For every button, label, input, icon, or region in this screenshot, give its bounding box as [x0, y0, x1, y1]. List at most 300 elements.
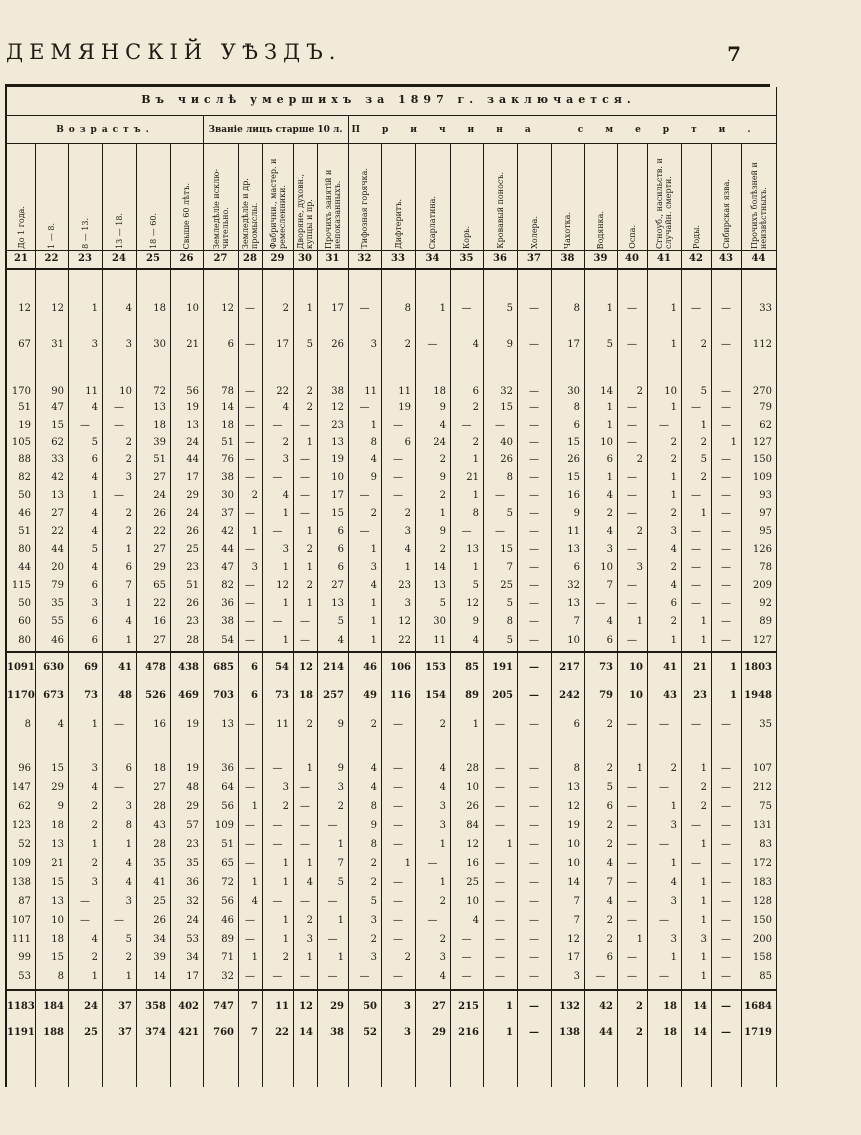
table-cell-col-32: —: [359, 303, 370, 314]
table-cell-col-36: 1: [506, 839, 513, 850]
table-cell-col-23: 6: [91, 635, 98, 646]
table-cell-col-29: —: [272, 472, 283, 483]
table-cell-col-22: 12: [51, 303, 64, 314]
table-cell-col-25: 39: [153, 952, 166, 963]
table-cell-col-25: 27: [153, 635, 166, 646]
column-header-43: [711, 147, 741, 249]
table-cell-col-28: —: [245, 339, 255, 350]
table-cell-col-43: —: [721, 763, 731, 774]
table-row: [7, 761, 770, 777]
table-cell-col-42: —: [691, 719, 701, 730]
column-number-42: 42: [689, 253, 703, 264]
table-cell-col-34: 2: [439, 454, 446, 465]
table-cell-col-29: 1: [282, 915, 289, 926]
column-header-label: Водянка.: [596, 210, 605, 249]
table-cell-col-36: —: [495, 490, 505, 501]
table-cell-col-42: 1: [700, 420, 707, 431]
table-cell-col-39: 1: [606, 472, 613, 483]
table-cell-col-32: 3: [370, 339, 377, 350]
table-cell-col-37: —: [529, 386, 539, 397]
table-cell-col-25: 14: [153, 971, 166, 982]
table-cell-col-36: 7: [506, 562, 513, 573]
column-header-label: Прочихъ болѣзней и неизвѣстныхъ.: [749, 162, 768, 249]
table-cell-col-43: —: [721, 490, 731, 501]
table-cell-col-27: 76: [221, 454, 234, 465]
table-cell-col-22: 4: [57, 719, 64, 730]
table-cell-col-25: 24: [153, 490, 166, 501]
table-cell-col-31: —: [327, 971, 338, 982]
table-cell-col-30: 1: [306, 952, 313, 963]
table-cell-col-24: 1: [125, 544, 132, 555]
table-cell-col-28: —: [245, 820, 255, 831]
table-cell-col-42: —: [691, 303, 701, 314]
table-cell-col-29: 11: [276, 719, 289, 730]
column-number-41: 41: [657, 253, 671, 264]
table-cell-col-28: —: [245, 971, 255, 982]
table-row: [7, 301, 770, 317]
table-cell-col-41: 4: [670, 580, 677, 591]
table-cell-col-33: —: [393, 763, 403, 774]
table-cell-col-24: 3: [125, 472, 132, 483]
table-cell-col-41: 1: [670, 858, 677, 869]
table-cell-col-28: 1: [251, 526, 258, 537]
table-cell-col-35: —: [461, 303, 472, 314]
table-cell-col-29: —: [272, 839, 283, 850]
table-cell-col-43: —: [721, 635, 731, 646]
table-cell-col-28: —: [245, 763, 255, 774]
table-cell-col-41: 18: [663, 1027, 677, 1038]
table-cell-col-30: 5: [306, 339, 313, 350]
table-cell-col-21: 53: [18, 971, 31, 982]
table-cell-col-40: —: [627, 820, 637, 831]
table-cell-col-32: 2: [370, 508, 377, 519]
table-cell-col-24: 37: [118, 1027, 132, 1038]
table-cell-col-42: —: [691, 598, 701, 609]
column-number-35: 35: [459, 253, 474, 264]
table-cell-col-39: 2: [606, 763, 613, 774]
table-cell-col-25: 13: [153, 402, 166, 413]
table-cell-col-43: —: [721, 934, 731, 945]
table-cell-col-44: 127: [752, 437, 772, 448]
table-cell-col-26: 402: [178, 1001, 199, 1012]
table-cell-col-32: 1: [370, 635, 377, 646]
table-cell-col-42: 14: [693, 1027, 707, 1038]
table-cell-col-25: 18: [153, 763, 166, 774]
table-cell-col-33: 1: [404, 858, 411, 869]
table-row: [7, 488, 770, 504]
table-cell-col-23: 3: [91, 877, 98, 888]
table-cell-col-29: —: [272, 616, 283, 627]
table-cell-col-43: —: [721, 896, 731, 907]
table-cell-col-30: 12: [299, 662, 313, 673]
table-cell-col-43: —: [721, 544, 731, 555]
table-cell-col-28: —: [245, 402, 255, 413]
table-cell-col-26: 24: [186, 508, 199, 519]
table-row: [7, 337, 770, 353]
table-cell-col-27: 89: [221, 934, 234, 945]
table-cell-col-32: 1: [370, 544, 377, 555]
table-cell-col-44: 1803: [744, 662, 772, 673]
table-cell-col-33: 8: [404, 303, 411, 314]
table-cell-col-28: —: [245, 598, 255, 609]
table-cell-col-35: 89: [465, 690, 479, 701]
table-cell-col-33: —: [393, 420, 403, 431]
table-cell-col-32: 4: [370, 454, 377, 465]
table-cell-col-22: 8: [57, 971, 64, 982]
table-cell-col-31: 38: [330, 1027, 344, 1038]
table-cell-col-41: 18: [663, 1001, 677, 1012]
column-header-21: [7, 147, 35, 249]
table-cell-col-39: 73: [599, 662, 613, 673]
table-cell-col-26: 51: [186, 580, 199, 591]
table-row: [7, 418, 770, 434]
table-cell-col-39: 6: [606, 801, 613, 812]
table-cell-col-41: 41: [663, 662, 677, 673]
table-cell-col-24: 2: [125, 437, 132, 448]
table-cell-col-30: —: [300, 490, 310, 501]
table-cell-col-34: 4: [439, 971, 446, 982]
table-cell-col-21: 60: [18, 616, 31, 627]
column-header-label: Дворяне, духовн., купцы и пр.: [296, 173, 314, 249]
table-cell-col-26: 17: [186, 472, 199, 483]
table-cell-col-42: 1: [700, 896, 707, 907]
table-cell-col-39: 1: [606, 303, 613, 314]
table-cell-col-28: —: [245, 386, 255, 397]
table-cell-col-21: 170: [11, 386, 31, 397]
table-cell-col-29: 2: [282, 801, 289, 812]
table-cell-col-30: 1: [306, 858, 313, 869]
table-cell-col-37: —: [529, 580, 539, 591]
table-cell-col-30: —: [300, 820, 310, 831]
table-cell-col-44: 83: [759, 839, 772, 850]
table-cell-col-32: 3: [370, 915, 377, 926]
table-cell-col-28: —: [245, 782, 255, 793]
table-cell-col-28: —: [245, 508, 255, 519]
table-cell-col-44: 200: [752, 934, 772, 945]
table-cell-col-35: 216: [458, 1027, 479, 1038]
table-cell-col-40: —: [627, 782, 637, 793]
table-cell-col-23: 4: [91, 472, 98, 483]
table-cell-col-40: —: [627, 896, 637, 907]
table-cell-col-30: —: [300, 782, 310, 793]
table-cell-col-27: 32: [221, 971, 234, 982]
table-cell-col-40: —: [627, 339, 637, 350]
table-cell-col-21: 51: [18, 526, 31, 537]
table-cell-col-38: 16: [567, 490, 580, 501]
table-cell-col-43: —: [721, 386, 731, 397]
table-cell-col-23: 69: [84, 662, 98, 673]
table-cell-col-42: —: [691, 526, 701, 537]
table-cell-col-37: —: [529, 339, 539, 350]
table-cell-col-41: —: [659, 420, 669, 431]
table-cell-col-42: —: [691, 562, 701, 573]
table-cell-col-39: 2: [606, 934, 613, 945]
table-cell-col-33: 4: [404, 544, 411, 555]
table-cell-col-27: 14: [221, 402, 234, 413]
table-cell-col-37: —: [529, 490, 539, 501]
table-cell-col-41: 4: [670, 877, 677, 888]
table-cell-col-22: 630: [43, 662, 64, 673]
table-cell-col-25: 26: [153, 915, 166, 926]
column-header-label: Холера.: [529, 216, 539, 249]
table-cell-col-36: —: [495, 801, 505, 812]
table-cell-col-38: 17: [567, 952, 580, 963]
column-number-22: 22: [44, 253, 59, 264]
table-cell-col-29: 1: [282, 635, 289, 646]
table-row: [7, 999, 770, 1015]
table-cell-col-38: 7: [573, 896, 580, 907]
table-cell-col-30: 2: [306, 580, 313, 591]
table-cell-col-43: —: [721, 598, 731, 609]
table-cell-col-37: —: [529, 562, 539, 573]
table-row: [7, 717, 770, 733]
table-cell-col-25: 22: [153, 526, 166, 537]
table-cell-col-35: —: [461, 420, 472, 431]
table-cell-col-27: 46: [221, 915, 234, 926]
table-cell-col-34: 2: [439, 896, 446, 907]
table-cell-col-34: 9: [439, 402, 446, 413]
table-cell-col-21: 87: [18, 896, 31, 907]
table-cell-col-37: —: [529, 526, 539, 537]
table-cell-col-23: 4: [91, 562, 98, 573]
table-cell-col-22: 29: [51, 782, 64, 793]
table-cell-col-40: —: [627, 508, 637, 519]
table-cell-col-44: 209: [752, 580, 772, 591]
table-cell-col-28: 7: [251, 1001, 258, 1012]
table-cell-col-31: 6: [337, 544, 344, 555]
table-cell-col-41: —: [659, 915, 669, 926]
table-cell-col-27: 18: [221, 420, 234, 431]
column-number-30: 30: [298, 253, 312, 264]
table-cell-col-22: 47: [51, 402, 64, 413]
table-cell-col-30: 2: [306, 544, 313, 555]
table-cell-col-25: 18: [153, 420, 166, 431]
table-cell-col-26: 19: [186, 402, 199, 413]
table-cell-col-39: 10: [600, 562, 613, 573]
table-cell-col-32: 52: [363, 1027, 377, 1038]
table-cell-col-37: —: [529, 719, 539, 730]
table-cell-col-37: —: [529, 303, 539, 314]
table-cell-col-32: 8: [370, 839, 377, 850]
table-cell-col-32: 8: [370, 437, 377, 448]
table-cell-col-24: 10: [119, 386, 132, 397]
table-cell-col-28: —: [245, 934, 255, 945]
table-cell-col-32: 1: [370, 420, 377, 431]
table-cell-col-40: —: [627, 839, 637, 850]
table-cell-col-38: 8: [573, 303, 580, 314]
table-cell-col-28: —: [245, 839, 255, 850]
table-cell-col-34: 3: [439, 952, 446, 963]
column-header-label: Земледѣліе исклю-чительно.: [211, 169, 230, 249]
table-cell-col-30: —: [300, 839, 310, 850]
table-cell-col-31: 2: [337, 801, 344, 812]
table-cell-col-39: 4: [606, 896, 613, 907]
table-cell-col-34: 1: [439, 303, 446, 314]
table-cell-col-41: 2: [670, 508, 677, 519]
table-row: [7, 837, 770, 853]
table-cell-col-30: 1: [306, 437, 313, 448]
table-cell-col-43: —: [721, 915, 731, 926]
table-cell-col-41: 1: [670, 635, 677, 646]
table-cell-col-41: —: [659, 971, 669, 982]
table-cell-col-29: 3: [282, 782, 289, 793]
table-row: [7, 596, 770, 612]
table-cell-col-43: —: [721, 839, 731, 850]
table-cell-col-36: —: [495, 782, 505, 793]
table-cell-col-30: 12: [299, 1001, 313, 1012]
table-cell-col-28: 7: [251, 1027, 258, 1038]
table-cell-col-36: 1: [506, 1027, 513, 1038]
table-row: [7, 875, 770, 891]
table-cell-col-32: —: [359, 526, 370, 537]
table-cell-col-30: 14: [299, 1027, 313, 1038]
table-cell-col-35: 12: [466, 598, 479, 609]
table-cell-col-43: —: [721, 782, 731, 793]
table-cell-col-44: 172: [752, 858, 772, 869]
table-cell-col-32: 4: [370, 580, 377, 591]
table-cell-col-25: 16: [153, 719, 166, 730]
table-cell-col-41: 3: [670, 896, 677, 907]
table-cell-col-22: 55: [51, 616, 64, 627]
table-cell-col-40: —: [627, 303, 637, 314]
table-cell-col-24: 3: [125, 801, 132, 812]
table-cell-col-38: 14: [567, 877, 580, 888]
table-cell-col-44: 62: [759, 420, 772, 431]
table-cell-col-44: 95: [759, 526, 772, 537]
table-row: [7, 894, 770, 910]
table-cell-col-43: 1: [730, 690, 737, 701]
table-cell-col-22: 15: [51, 763, 64, 774]
table-cell-col-25: 22: [153, 598, 166, 609]
table-cell-col-42: 5: [700, 386, 707, 397]
table-cell-col-24: 4: [125, 303, 132, 314]
table-cell-col-30: 2: [306, 719, 313, 730]
table-cell-col-27: 51: [221, 437, 234, 448]
table-cell-col-36: 1: [506, 1001, 513, 1012]
table-cell-col-37: —: [529, 763, 539, 774]
table-cell-col-37: —: [529, 971, 539, 982]
table-cell-col-31: 1: [337, 839, 344, 850]
table-cell-col-31: 26: [331, 339, 344, 350]
table-cell-col-44: 35: [759, 719, 772, 730]
table-cell-col-28: —: [245, 544, 255, 555]
table-cell-col-29: 2: [282, 437, 289, 448]
table-cell-col-30: 2: [306, 386, 313, 397]
table-cell-col-36: 40: [500, 437, 513, 448]
table-cell-col-22: 31: [51, 339, 64, 350]
table-cell-col-29: —: [272, 763, 283, 774]
table-cell-col-36: 5: [506, 508, 513, 519]
table-cell-col-35: 28: [466, 763, 479, 774]
table-cell-col-35: 5: [472, 580, 479, 591]
table-cell-col-22: 184: [43, 1001, 64, 1012]
table-cell-col-21: 1183: [7, 1001, 35, 1012]
table-cell-col-36: —: [495, 934, 505, 945]
table-cell-col-28: —: [245, 580, 255, 591]
table-cell-col-22: 44: [51, 544, 64, 555]
table-cell-col-28: —: [245, 858, 255, 869]
table-cell-col-29: 22: [275, 1027, 289, 1038]
table-cell-col-24: 2: [125, 526, 132, 537]
table-cell-col-37: —: [529, 1001, 539, 1012]
column-header-22: [35, 147, 68, 249]
column-header-label: Фабрични., мастер. и ремесленники.: [268, 158, 287, 249]
table-cell-col-29: —: [272, 820, 283, 831]
table-cell-col-40: 2: [636, 526, 643, 537]
table-cell-col-21: 105: [11, 437, 31, 448]
table-cell-col-22: 22: [51, 526, 64, 537]
table-cell-col-34: 27: [432, 1001, 446, 1012]
table-cell-col-42: 1: [700, 839, 707, 850]
table-cell-col-22: 46: [51, 635, 64, 646]
table-cell-col-42: 5: [700, 454, 707, 465]
table-cell-col-37: —: [529, 877, 539, 888]
table-cell-col-22: 13: [51, 490, 64, 501]
table-cell-col-43: —: [721, 339, 731, 350]
table-cell-col-32: 2: [370, 877, 377, 888]
column-header-label: Оспа.: [627, 225, 637, 249]
table-cell-col-43: —: [721, 562, 731, 573]
table-cell-col-28: 1: [251, 877, 258, 888]
table-cell-col-34: 154: [425, 690, 446, 701]
table-cell-col-33: —: [393, 454, 403, 465]
column-header-label: Свыше 60 лѣтъ.: [182, 182, 191, 249]
column-number-27: 27: [213, 253, 228, 264]
column-header-24: [102, 147, 136, 249]
table-cell-col-32: 9: [370, 820, 377, 831]
table-cell-col-32: 3: [370, 952, 377, 963]
table-cell-col-44: 1719: [744, 1027, 772, 1038]
table-cell-col-27: 36: [221, 598, 234, 609]
table-cell-col-29: 1: [282, 562, 289, 573]
table-cell-col-29: 12: [276, 580, 289, 591]
table-cell-col-38: 7: [573, 915, 580, 926]
column-header-label: 1 — 8.: [47, 223, 56, 249]
table-cell-col-31: 15: [331, 508, 344, 519]
table-cell-col-35: 10: [466, 896, 479, 907]
table-cell-col-33: 3: [404, 1027, 411, 1038]
table-cell-col-39: 4: [606, 490, 613, 501]
table-cell-col-26: 48: [186, 782, 199, 793]
table-cell-col-30: 1: [306, 303, 313, 314]
table-cell-col-29: 1: [282, 598, 289, 609]
table-cell-col-32: 1: [370, 616, 377, 627]
table-cell-col-27: 64: [221, 782, 234, 793]
table-cell-col-24: 3: [125, 896, 132, 907]
table-row: [7, 542, 770, 558]
table-cell-col-25: 28: [153, 801, 166, 812]
table-cell-col-24: 3: [125, 339, 132, 350]
column-header-label: Дифтеритъ.: [393, 199, 403, 249]
table-cell-col-44: 112: [752, 339, 772, 350]
table-cell-col-25: 27: [153, 782, 166, 793]
table-cell-col-28: 1: [251, 801, 258, 812]
table-cell-col-39: 6: [606, 952, 613, 963]
table-cell-col-26: 34: [186, 952, 199, 963]
table-cell-col-30: 1: [306, 763, 313, 774]
table-cell-col-29: 54: [275, 662, 289, 673]
table-cell-col-42: 1: [700, 971, 707, 982]
table-cell-col-36: —: [495, 820, 505, 831]
table-cell-col-36: —: [495, 420, 505, 431]
table-cell-col-23: 25: [84, 1027, 98, 1038]
table-cell-col-23: —: [80, 420, 90, 431]
table-cell-col-23: 24: [84, 1001, 98, 1012]
table-cell-col-39: 7: [606, 580, 613, 591]
table-cell-col-33: —: [393, 490, 403, 501]
table-cell-col-35: 4: [472, 635, 479, 646]
column-number-23: 23: [78, 253, 92, 264]
